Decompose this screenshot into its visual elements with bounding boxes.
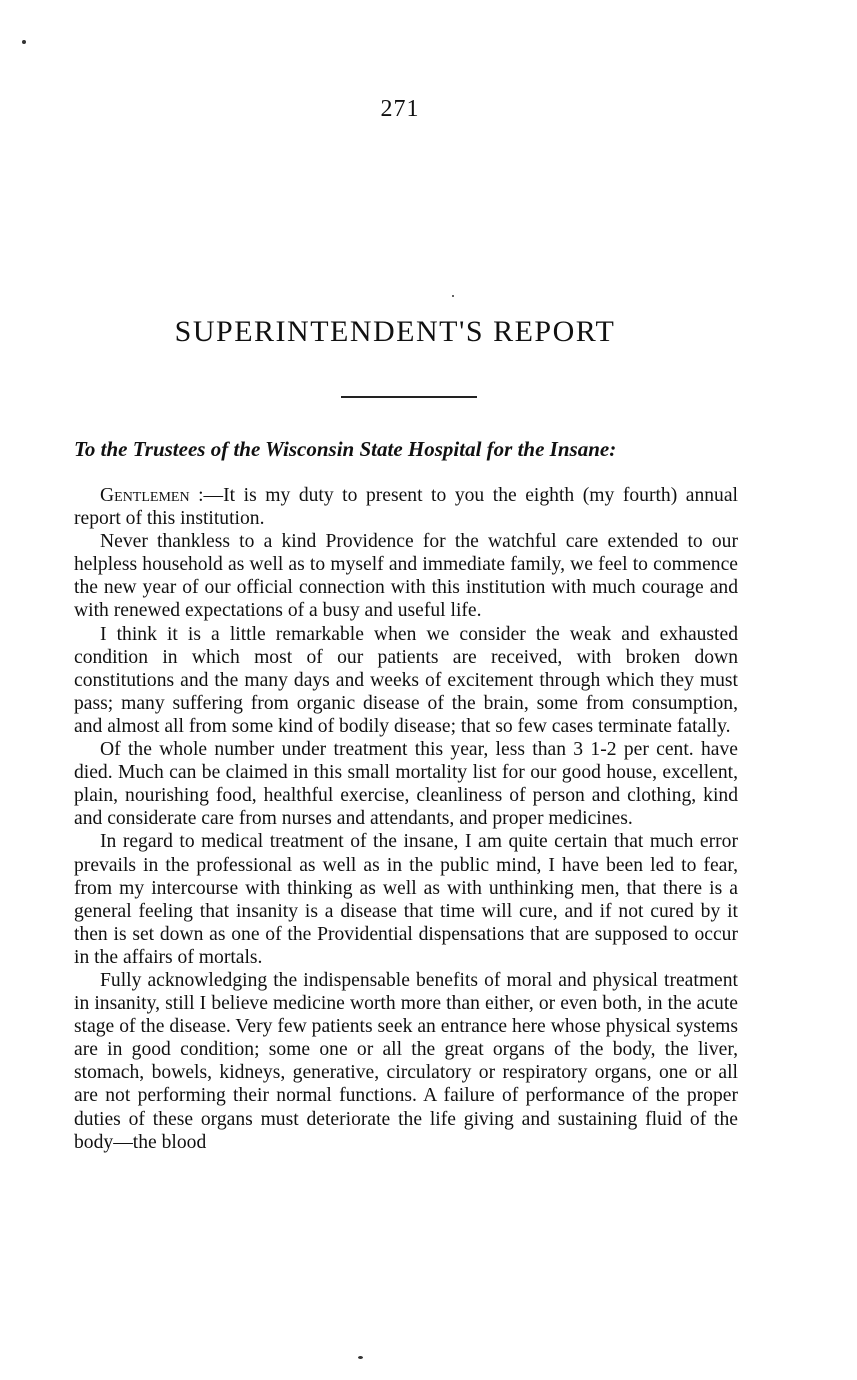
paragraph: I think it is a little remarkable when we consider the weak and exhausted condition in which most of our patients are received, with broken down constitutions and the many days and weeks of excitement through which they must pass; many suffering from organic disease of the brain, some from consumption, and almost all from some kind of bodily disease; that so few cases terminate fatally. (74, 623, 738, 737)
title-divider (341, 396, 477, 398)
report-body (74, 484, 738, 1154)
scan-speck (22, 40, 26, 44)
paragraph-opening (74, 484, 738, 530)
scan-speck (452, 295, 454, 297)
paragraph: Never thankless to a kind Providence for the watchful care extended to our helpless household as well as to myself and immediate family, we feel to commence the new year of our official connection with this institution with much courage and with renewed expectations of a busy and useful life. (74, 531, 738, 622)
opening-rest: :—It is my duty to present to you the eighth (my fourth) annual report of this institution. (74, 485, 738, 530)
salutation: To the Trustees of the Wisconsin State Hospital for the Insane: (74, 437, 617, 461)
page-title: SUPERINTENDENT'S REPORT (174, 315, 616, 348)
paragraph: In regard to medical treatment of the insane, I am quite certain that much error prevails in the professional as well as in the public mind, I have been led to fear, from my intercourse with thinking as well as with unthinking men, that there is a general feeling that insanity is a disease that time will cure, and if not cured by it then is set down as one of the Providential dispensations that are supposed to occur in the affairs of mortals. (74, 831, 738, 968)
paragraph: Of the whole number under treatment this year, less than 3 1-2 per cent. have died. Much can be claimed in this small mortality list for our good house, excellent, plain, nourishing food, healthful exercise, cleanliness of person and clothing, kind and considerate care from nurses and attendants, and proper medicines. (74, 739, 738, 830)
scan-speck (358, 1356, 363, 1359)
page-number: 271 (380, 96, 420, 122)
opening-word: Gentlemen (100, 485, 190, 506)
paragraph: Fully acknowledging the indispensable benefits of moral and physical treatment in insanity, still I believe medicine worth more than either, or even both, in the acute stage of the disease. Very few patients seek an entrance here whose physical systems are in good condition; some one or all the great organs of the body, the liver, stomach, bowels, kidneys, generative, circulatory or respiratory organs, one or all are not performing their normal functions. A failure of performance of the proper duties of these organs must deteriorate the life giving and sustaining fluid of the body—the blood (74, 969, 738, 1153)
